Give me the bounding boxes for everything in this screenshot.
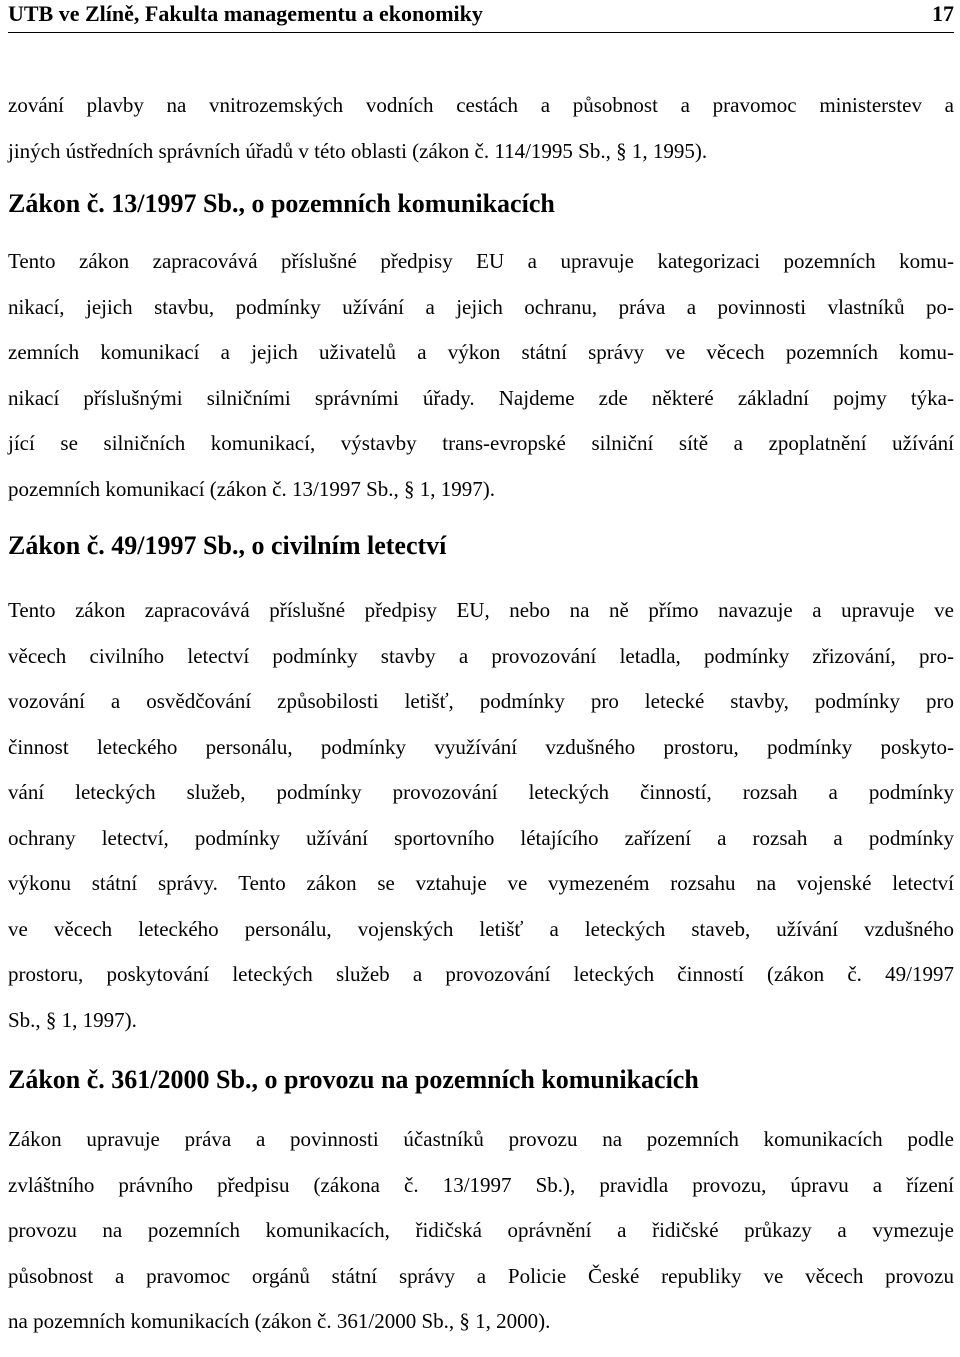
paragraph-line: vozování a osvědčování způsobilosti letišť, podmínky pro letecké stavby, podmínky pro (8, 689, 954, 713)
paragraph-line: činnost leteckého personálu, podmínky využívání vzdušného prostoru, podmínky poskyto- (8, 734, 954, 759)
paragraph-line: ve věcech leteckého personálu, vojenských letišť a leteckých staveb, užívání vzdušného (8, 916, 954, 941)
section-paragraph-zakon-361-2000 (8, 1117, 954, 1345)
document-page (8, 0, 954, 1345)
intro-paragraph (8, 83, 954, 174)
paragraph-line: provozu na pozemních komunikacích, řidičská oprávnění a řidičské průkazy a vymezuje (8, 1218, 954, 1242)
paragraph-line: Tento zákon zapracovává příslušné předpisy EU, nebo na ně přímo navazuje a upravuje ve (8, 598, 954, 622)
paragraph-line: zemních komunikací a jejich uživatelů a výkon státní správy ve věcech pozemních komu- (8, 340, 954, 364)
paragraph-line: výkonu státní správy. Tento zákon se vztahuje ve vymezeném rozsahu na vojenské letectví (8, 871, 954, 895)
paragraph-line: Zákon upravuje práva a povinnosti účastníků provozu na pozemních komunikacích podle (8, 1127, 954, 1151)
header-title: UTB ve Zlíně, Fakulta managementu a ekonomiky (8, 1, 483, 26)
section-heading-zakon-49-1997: Zákon č. 49/1997 Sb., o civilním letectví (8, 531, 447, 560)
paragraph-line: nikací, jejich stavbu, podmínky užívání a jejich ochranu, práva a povinnosti vlastníků po- (8, 294, 954, 319)
paragraph-line: prostoru, poskytování leteckých služeb a provozování leteckých činností (zákon č. 49/1997 (8, 962, 954, 986)
paragraph-line: Tento zákon zapracovává příslušné předpisy EU a upravuje kategorizaci pozemních komu- (8, 249, 954, 273)
section-paragraph-zakon-13-1997 (8, 239, 954, 512)
paragraph-line: věcech civilního letectví podmínky stavby a provozování letadla, podmínky zřizování, pro- (8, 643, 954, 668)
paragraph-line: zvláštního právního předpisu (zákona č. 13/1997 Sb.), pravidla provozu, úpravu a řízení (8, 1172, 954, 1197)
paragraph-line: jící se silničních komunikací, výstavby trans-evropské silniční sítě a zpoplatnění užívání (8, 431, 954, 455)
paragraph-line: nikací příslušnými silničními správními úřady. Najdeme zde některé základní pojmy týka- (8, 385, 954, 410)
section-heading-zakon-13-1997: Zákon č. 13/1997 Sb., o pozemních komunikacích (8, 189, 555, 218)
paragraph-line: vání leteckých služeb, podmínky provozování leteckých činností, rozsah a podmínky (8, 780, 954, 804)
paragraph-line: na pozemních komunikacích (zákon č. 361/2000 Sb., § 1, 2000). (8, 1309, 551, 1333)
section-heading-zakon-361-2000: Zákon č. 361/2000 Sb., o provozu na pozemních komunikacích (8, 1065, 699, 1094)
section-paragraph-zakon-49-1997 (8, 588, 954, 1043)
paragraph-line: jiných ústředních správních úřadů v této oblasti (zákon č. 114/1995 Sb., § 1, 1995). (8, 138, 708, 163)
paragraph-line: zování plavby na vnitrozemských vodních cestách a působnost a pravomoc ministerstev a (8, 93, 954, 117)
page-header (8, 0, 954, 33)
page-number: 17 (932, 1, 954, 26)
paragraph-line: pozemních komunikací (zákon č. 13/1997 Sb., § 1, 1997). (8, 476, 495, 501)
paragraph-line: působnost a pravomoc orgánů státní správy a Policie České republiky ve věcech provozu (8, 1263, 954, 1288)
paragraph-line: ochrany letectví, podmínky užívání sportovního létajícího zařízení a rozsah a podmínky (8, 825, 954, 850)
paragraph-line: Sb., § 1, 1997). (8, 1007, 137, 1032)
